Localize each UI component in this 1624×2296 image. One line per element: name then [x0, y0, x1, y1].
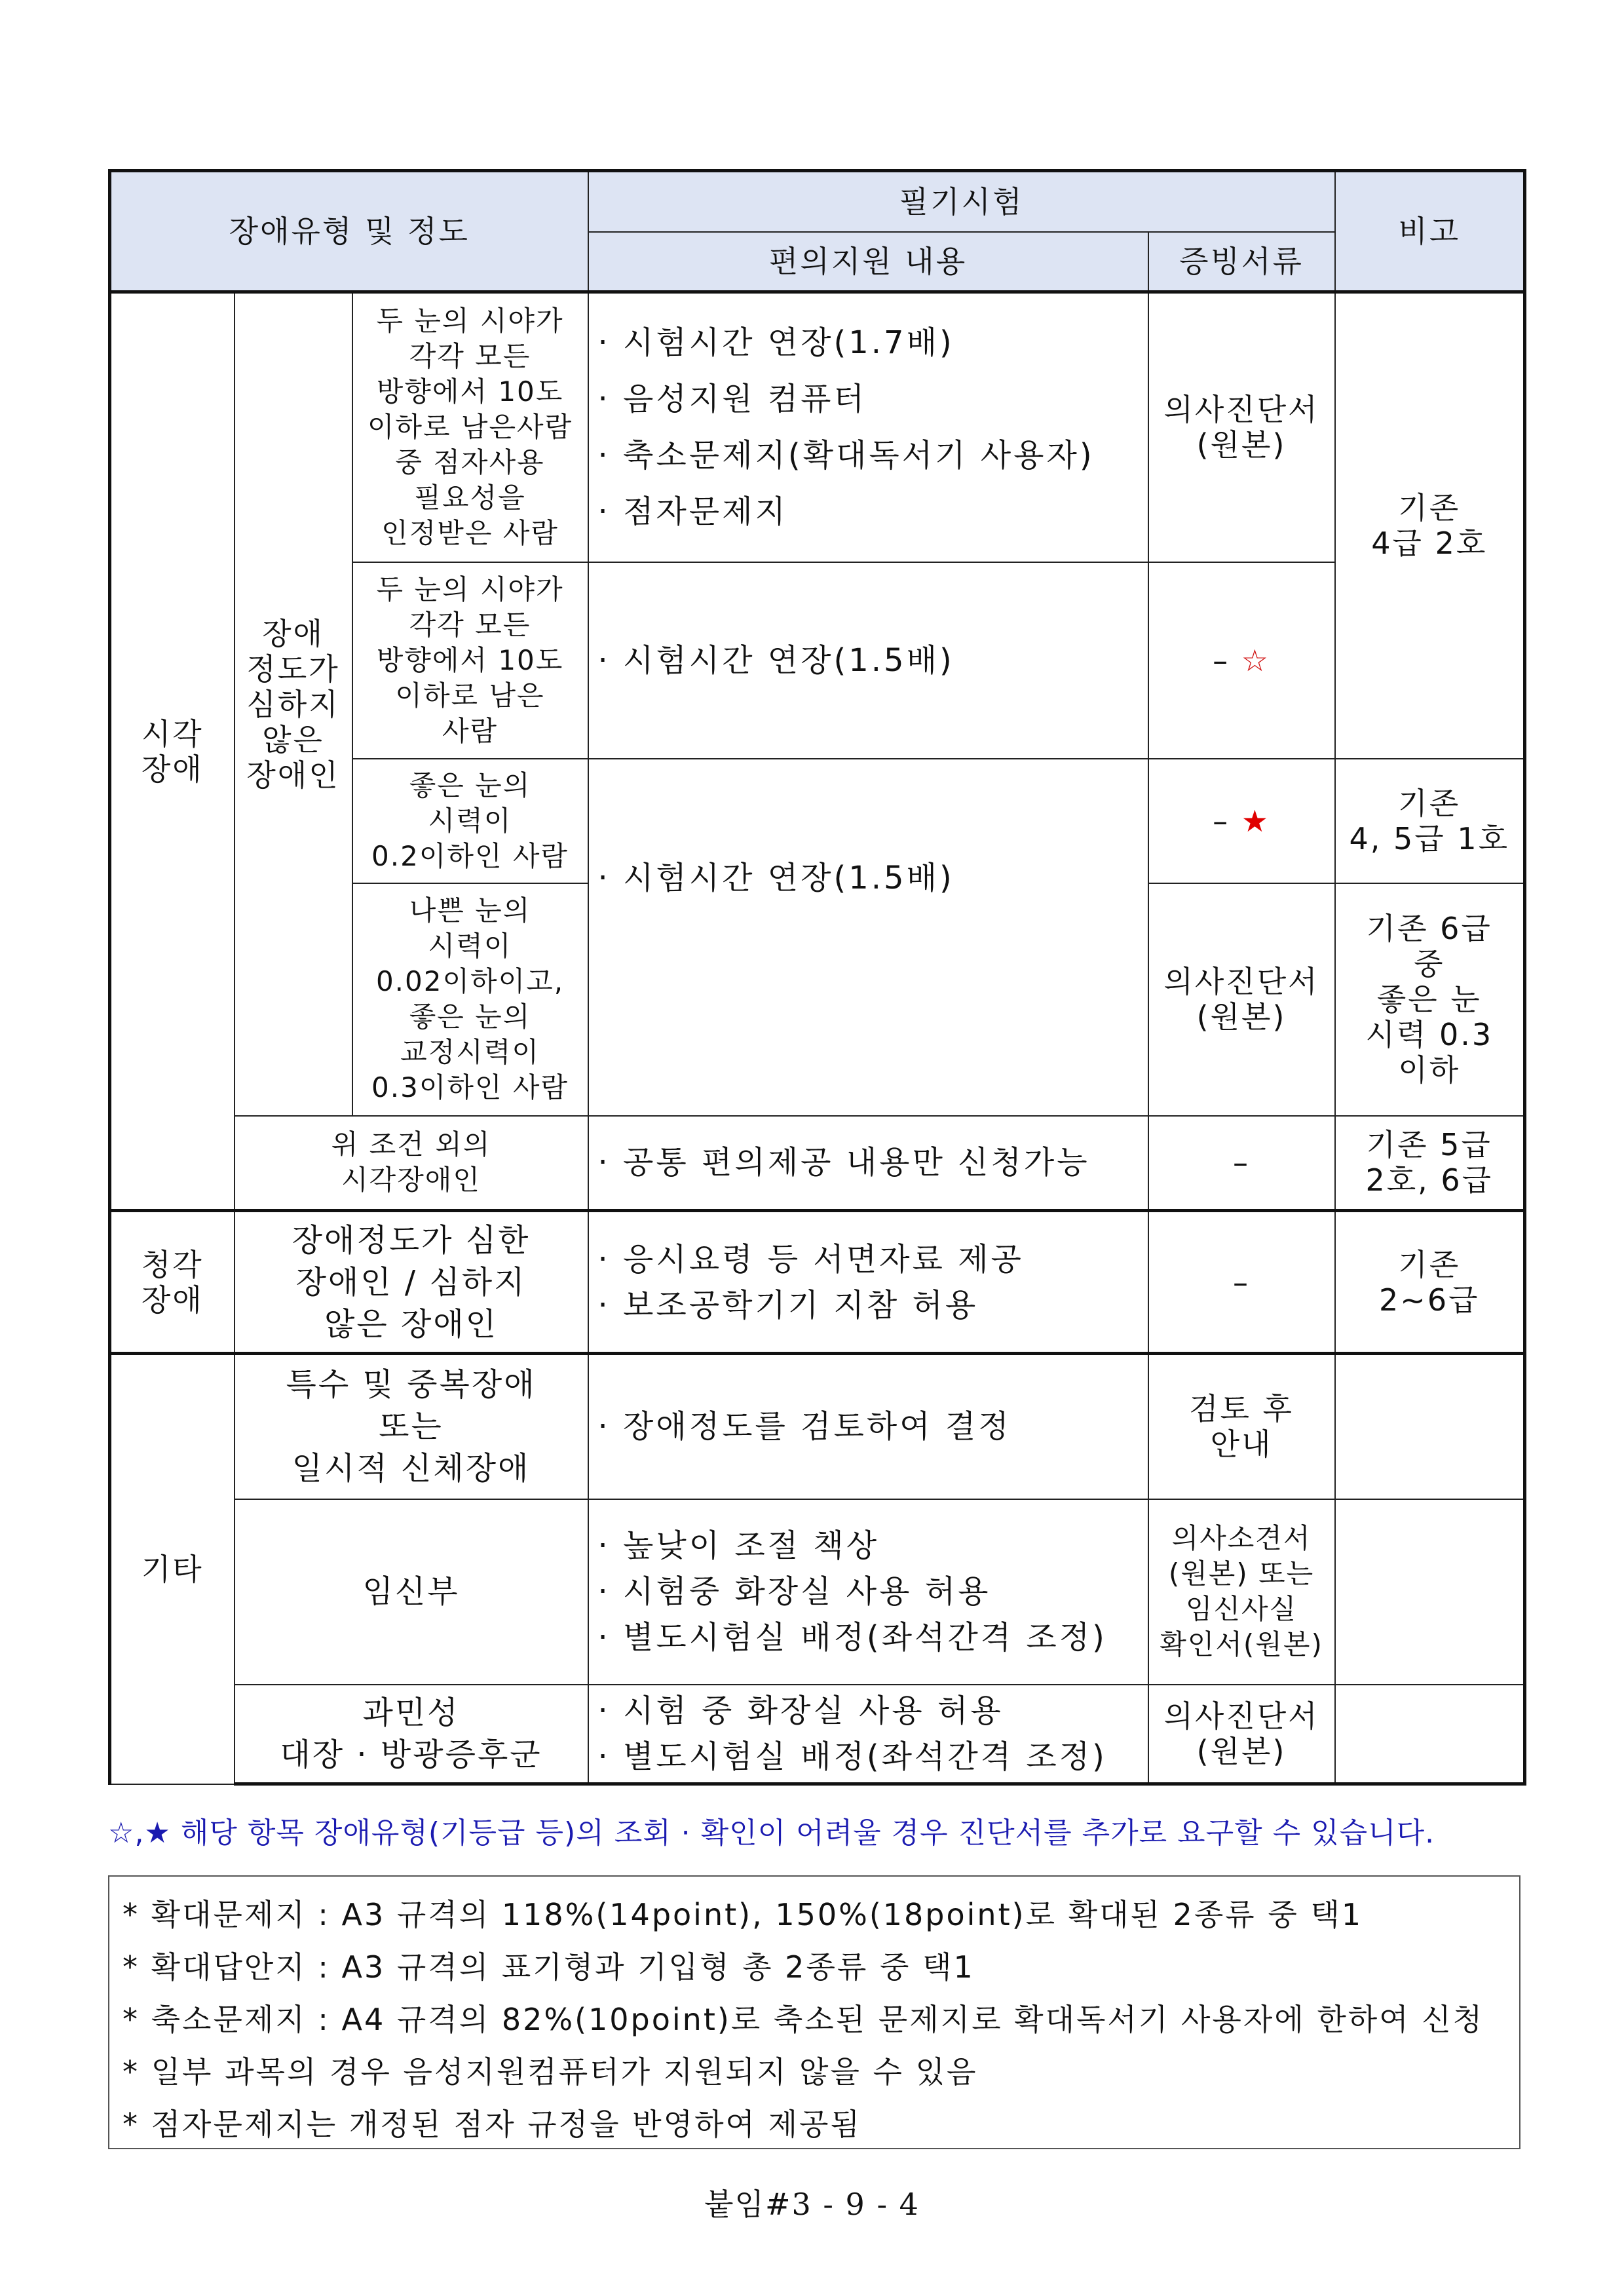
remarks-other-3: [1335, 1685, 1525, 1784]
category-hearing: 청각 장애: [110, 1211, 235, 1354]
support-visual-5: [588, 1116, 1148, 1211]
remarks-other-1: [1335, 1354, 1525, 1499]
evidence-visual-5: –: [1148, 1116, 1335, 1211]
support-item: · 별도시험실 배정(좌석간격 조정): [597, 1738, 1107, 1775]
evidence-visual-2: [1148, 562, 1335, 759]
support-item: · 시험시간 연장(1.5배): [597, 641, 954, 679]
support-other-2: [588, 1499, 1148, 1685]
evidence-visual-3: [1148, 759, 1335, 883]
remarks-other-2: [1335, 1499, 1525, 1685]
header-support-content: 편의지원 내용: [588, 232, 1148, 292]
evidence-visual-4: 의사진단서 (원본): [1148, 883, 1335, 1116]
page-footer: 붙임#3 - 9 - 4: [704, 2187, 920, 2222]
note-item: * 확대답안지 : A3 규격의 표기형과 기입형 총 2종류 중 택1: [123, 1949, 975, 1985]
evidence-hearing: –: [1148, 1211, 1335, 1354]
remarks-visual-3: 기존 4, 5급 1호: [1335, 759, 1525, 883]
category-other: 기타: [110, 1354, 235, 1784]
header-written-exam: 필기시험: [588, 171, 1335, 233]
support-item: · 장애정도를 검토하여 결정: [597, 1408, 1011, 1445]
remarks-visual-5: 기존 5급 2호, 6급: [1335, 1116, 1525, 1211]
support-item: · 공통 편의제공 내용만 신청가능: [597, 1144, 1090, 1181]
star-note: ☆,★ 해당 항목 장애유형(기등급 등)의 조회 · 확인이 어려울 경우 진단서를 추가로 요구할 수 있습니다.: [108, 1816, 1435, 1850]
condition-other-3: 과민성 대장 · 방광증후군: [235, 1685, 588, 1784]
header-evidence: 증빙서류: [1148, 232, 1335, 292]
remarks-visual-1: 기존 4급 2호: [1335, 292, 1525, 759]
support-other-3: [588, 1685, 1148, 1784]
support-visual-1: [588, 292, 1148, 562]
category-visual: 시각 장애: [110, 292, 235, 1211]
remarks-hearing: 기존 2~6급: [1335, 1211, 1525, 1354]
white-star-icon: ☆: [1241, 642, 1270, 678]
support-item: · 축소문제지(확대독서기 사용자): [597, 437, 1095, 474]
condition-visual-3: 좋은 눈의 시력이 0.2이하인 사람: [352, 759, 588, 883]
support-item: · 높낮이 조절 책상: [597, 1527, 880, 1564]
support-visual-2: [588, 562, 1148, 759]
accommodation-table: [108, 169, 1526, 1786]
evidence-other-1: 검토 후 안내: [1148, 1354, 1335, 1499]
note-item: * 점자문제지는 개정된 점자 규정을 반영하여 제공됨: [123, 2107, 861, 2142]
notes-box: [108, 1875, 1520, 2149]
evidence-other-3: 의사진단서 (원본): [1148, 1685, 1335, 1784]
remarks-visual-4: 기존 6급 중 좋은 눈 시력 0.3 이하: [1335, 883, 1525, 1116]
condition-other-2: 임신부: [235, 1499, 588, 1685]
condition-other-1: 특수 및 중복장애 또는 일시적 신체장애: [235, 1354, 588, 1499]
support-item: · 보조공학기기 지참 허용: [597, 1286, 979, 1324]
support-visual-3-4: [588, 759, 1148, 1116]
note-item: * 일부 과목의 경우 음성지원컴퓨터가 지원되지 않을 수 있음: [123, 2054, 978, 2090]
support-item: · 시험시간 연장(1.7배): [597, 324, 954, 362]
condition-visual-2: 두 눈의 시야가 각각 모든 방향에서 10도 이하로 남은 사람: [352, 562, 588, 759]
support-hearing: [588, 1211, 1148, 1354]
support-item: · 음성지원 컴퓨터: [597, 381, 867, 418]
condition-visual-4: 나쁜 눈의 시력이 0.02이하이고, 좋은 눈의 교정시력이 0.3이하인 사람: [352, 883, 588, 1116]
condition-hearing: 장애정도가 심한 장애인 / 심하지 않은 장애인: [235, 1211, 588, 1354]
evidence-visual-1: 의사진단서 (원본): [1148, 292, 1335, 562]
support-item: · 시험중 화장실 사용 허용: [597, 1573, 991, 1610]
header-remarks: 비고: [1335, 171, 1525, 292]
note-item: * 확대문제지 : A3 규격의 118%(14point), 150%(18point)로 확대된 2종류 중 택1: [123, 1897, 1363, 1932]
dash-text: –: [1213, 642, 1230, 678]
condition-visual-1: 두 눈의 시야가 각각 모든 방향에서 10도 이하로 남은사람 중 점자사용 필요성을 인정받은 사람: [352, 292, 588, 562]
note-item: * 축소문제지 : A4 규격의 82%(10point)로 축소된 문제지로 확대독서기 사용자에 한하여 신청: [123, 2002, 1484, 2037]
support-item: · 점자문제지: [597, 493, 788, 531]
black-star-icon: ★: [1241, 803, 1270, 839]
support-item: · 응시요령 등 서면자료 제공: [597, 1240, 1024, 1278]
subcategory-visual: 장애 정도가 심하지 않은 장애인: [235, 292, 352, 1116]
support-other-1: [588, 1354, 1148, 1499]
support-item: · 시험시간 연장(1.5배): [597, 859, 954, 896]
support-item: · 시험 중 화장실 사용 허용: [597, 1692, 1004, 1729]
header-type-degree: 장애유형 및 정도: [110, 171, 588, 292]
condition-visual-5: 위 조건 외의 시각장애인: [235, 1116, 588, 1211]
dash-text: –: [1213, 803, 1230, 839]
evidence-other-2: 의사소견서 (원본) 또는 임신사실 확인서(원본): [1148, 1499, 1335, 1685]
support-item: · 별도시험실 배정(좌석간격 조정): [597, 1619, 1107, 1656]
